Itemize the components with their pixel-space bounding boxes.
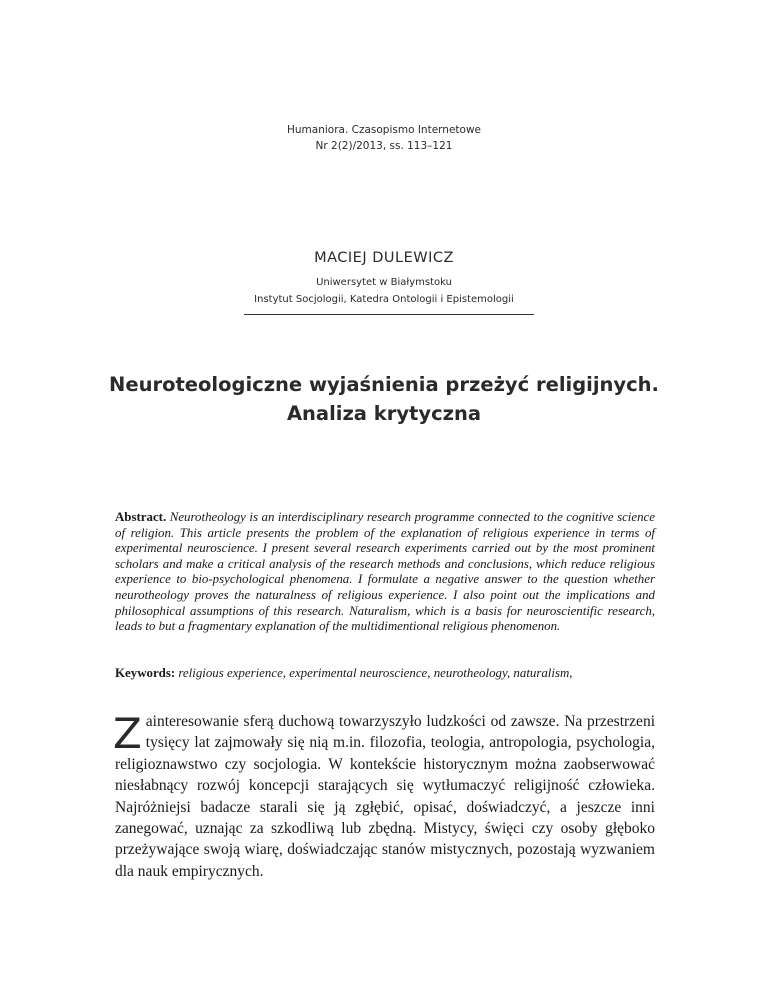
article-title — [0, 370, 768, 428]
abstract-label: Abstract. — [115, 510, 167, 524]
title-line-1: Neuroteologiczne wyjaśnienia przeżyć religijnych. — [109, 373, 659, 396]
title-line-2: Analiza krytyczna — [286, 402, 482, 425]
body-paragraph — [115, 711, 655, 882]
journal-header — [0, 122, 768, 154]
body-text: ainteresowanie sferą duchową towarzyszyło ludzkości od zawsze. Na przestrzeni tysięcy lat zajmowały się nią m.in. filozofia, teologia, antropologia, psychologia, religioznawstwo czy socjologia. W kontekście historycznym można zaobserwować niesłabnący rozwój koncepcji starających się wytłumaczyć religijność człowieka. Najróżniejsi badacze starali się ją zgłębić, opisać, doświadczyć, a jeszcze inni zanegować, uznając za szkodliwą lub zbędną. Mistycy, święci czy osoby głęboko przeżywające swoją wiarę, doświadczając stanów mistycznych, pozostają wyzwaniem dla nauk empirycznych. — [115, 713, 655, 880]
journal-issue: Nr 2(2)/2013, ss. 113–121 — [315, 140, 453, 152]
author-block — [0, 250, 768, 308]
author-divider — [244, 314, 534, 315]
abstract-text: Neurotheology is an interdisciplinary research programme connected to the cognitive science of religion. This article presents the problem of the explanation of religious experience in terms of experimental neuroscience. I present several research experiments carried out by the most prominent scholars and make a critical analysis of the research methods and conclusions, which reduce religious experience to bio-psychological phenomena. I formulate a negative answer to the question whether neurotheology proves the naturalness of religious experience. I also point out the implications and philosophical assumptions of this research. Naturalism, which is a basis for neuroscientific research, leads to but a fragmentary explanation of the multidimentional religious phenomenon. — [115, 510, 655, 634]
keywords-label: Keywords: — [115, 666, 176, 680]
author-institute: Instytut Socjologii, Katedra Ontologii i Epistemologii — [254, 294, 514, 305]
author-name: MACIEJ DULEWICZ — [314, 250, 454, 266]
keywords-text: religious experience, experimental neuroscience, neurotheology, naturalism, — [178, 666, 573, 680]
drop-cap: Z — [113, 709, 142, 758]
journal-name: Humaniora. Czasopismo Internetowe — [286, 124, 481, 136]
abstract — [115, 510, 655, 635]
keywords — [115, 666, 675, 682]
author-university: Uniwersytet w Białymstoku — [316, 277, 452, 288]
